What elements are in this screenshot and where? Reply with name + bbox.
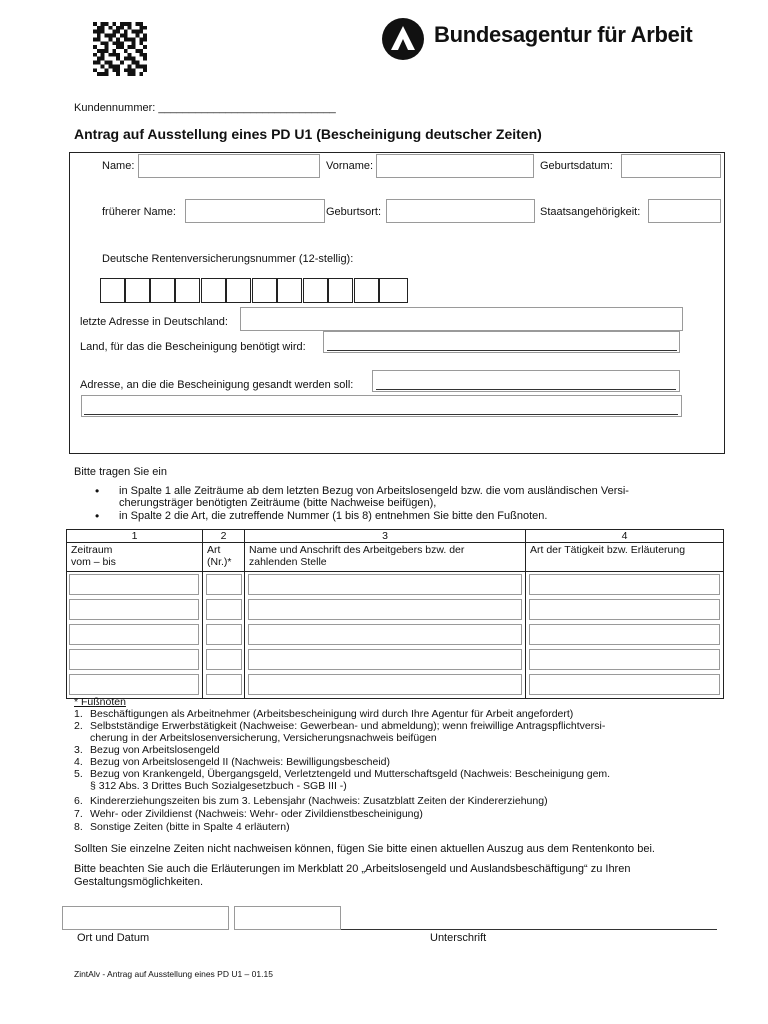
- former-name-field[interactable]: [185, 199, 325, 223]
- pension-number-digit-6[interactable]: [226, 278, 251, 303]
- instructions-intro: Bitte tragen Sie ein: [74, 466, 167, 478]
- activity-field-1[interactable]: [529, 574, 720, 595]
- art-field-1[interactable]: [206, 574, 242, 595]
- instruction-bullet-2: in Spalte 2 die Art, die zutreffende Nummer (1 bis 8) entnehmen Sie bitte den Fußnoten.: [119, 510, 548, 522]
- vorname-label: Vorname:: [326, 160, 374, 172]
- pension-number-digit-4[interactable]: [175, 278, 200, 303]
- footnote-number: 8.: [74, 821, 83, 833]
- art-column: [203, 572, 245, 699]
- name-label: Name:: [102, 160, 135, 172]
- rentenkonto-note: Sollten Sie einzelne Zeiten nicht nachweisen können, fügen Sie bitte einen aktuellen Auszug aus dem Rentenkonto bei.: [74, 843, 655, 855]
- footnote-item: [74, 720, 605, 732]
- zeitraum-field-5[interactable]: [69, 674, 199, 695]
- art-field-4[interactable]: [206, 649, 242, 670]
- employer-field-2[interactable]: [248, 599, 522, 620]
- footnote-text: Kindererziehungszeiten bis zum 3. Lebensjahr (Nachweis: Zusatzblatt Zeiten der Kindererziehung): [90, 795, 548, 807]
- footnote-number: 4.: [74, 756, 83, 768]
- footnote-text: Wehr- oder Zivildienst (Nachweis: Wehr- oder Zivildienstbescheinigung): [90, 808, 423, 820]
- zeitraum-field-1[interactable]: [69, 574, 199, 595]
- header-employer: Name und Anschrift des Arbeitgebers bzw. der zahlenden Stelle: [249, 544, 465, 568]
- pension-number-digit-9[interactable]: [303, 278, 328, 303]
- signature-label: Unterschrift: [430, 932, 487, 944]
- activity-field-3[interactable]: [529, 624, 720, 645]
- employer-column: [245, 572, 526, 699]
- zeitraum-field-3[interactable]: [69, 624, 199, 645]
- place-date-label: Ort und Datum: [77, 932, 150, 944]
- header-activity: Art der Tätigkeit bzw. Erläuterung: [530, 544, 686, 556]
- footnote-text: Selbstständige Erwerbstätigkeit (Nachweise: Gewerbean- und abmeldung); wenn freiwillige Antragspflichtversi-: [90, 720, 606, 732]
- footnote-item: [74, 808, 423, 820]
- header-art: Art (Nr.)*: [207, 544, 232, 568]
- form-footer: ZintAlv - Antrag auf Ausstellung eines PD U1 – 01.15: [74, 969, 273, 979]
- merkblatt-note-line-2: Gestaltungsmöglichkeiten.: [74, 876, 204, 888]
- footnote-item: [74, 756, 390, 768]
- footnote-number: 2.: [74, 720, 83, 732]
- birthplace-field[interactable]: [386, 199, 535, 223]
- footnote-text: Bezug von Arbeitslosengeld II (Nachweis: Bewilligungsbescheid): [90, 756, 390, 768]
- birthplace-label: Geburtsort:: [326, 206, 382, 218]
- activity-field-4[interactable]: [529, 649, 720, 670]
- pension-number-digit-7[interactable]: [252, 278, 277, 303]
- birthdate-field[interactable]: [621, 154, 721, 178]
- employer-field-5[interactable]: [248, 674, 522, 695]
- table-column-numbers: [67, 530, 724, 543]
- footnote-text: cherung in der Arbeitslosenversicherung, Versicherungsnachweis beifügen: [90, 732, 437, 744]
- table-body-row: [67, 572, 724, 699]
- instruction-bullet-1-cont: cherungsträger benötigten Zeiträume (bitte Nachweise beifügen),: [119, 497, 437, 509]
- footnote-text: Bezug von Krankengeld, Übergangsgeld, Verletztengeld und Mutterschaftsgeld (Nachweis: Bescheinigung gem.: [90, 768, 611, 780]
- footnote-text: § 312 Abs. 3 Drittes Buch Sozialgesetzbuch - SGB III -): [90, 780, 347, 792]
- header-zeitraum: Zeitraum vom – bis: [71, 544, 116, 568]
- bullet-icon: •: [95, 509, 100, 523]
- pension-number-digit-11[interactable]: [354, 278, 379, 303]
- footnote-text: Bezug von Arbeitslosengeld: [90, 744, 220, 756]
- birthdate-label: Geburtsdatum:: [540, 160, 613, 172]
- footnote-item: [74, 708, 573, 720]
- pension-number-digit-5[interactable]: [201, 278, 226, 303]
- customer-number-label-text: Kundennummer:: [74, 102, 156, 114]
- periods-table: [66, 529, 724, 699]
- footnote-text: Sonstige Zeiten (bitte in Spalte 4 erläutern): [90, 821, 290, 833]
- name-field[interactable]: [138, 154, 320, 178]
- vorname-field[interactable]: [376, 154, 534, 178]
- agency-logo-icon: [381, 17, 425, 61]
- activity-field-5[interactable]: [529, 674, 720, 695]
- column-number: 2: [203, 530, 245, 543]
- pension-number-digit-1[interactable]: [100, 278, 125, 303]
- last-address-label: letzte Adresse in Deutschland:: [80, 316, 228, 328]
- customer-number-line[interactable]: _____________________________: [158, 102, 336, 114]
- pension-number-digit-8[interactable]: [277, 278, 302, 303]
- employer-field-3[interactable]: [248, 624, 522, 645]
- footnote-number: 5.: [74, 768, 83, 780]
- signature-underline: [341, 929, 717, 930]
- country-underline: [327, 350, 677, 351]
- footnote-number: 1.: [74, 708, 83, 720]
- pension-number-label: Deutsche Rentenversicherungsnummer (12-stellig):: [102, 253, 354, 265]
- signature-field[interactable]: [234, 906, 341, 930]
- customer-number-label: [74, 102, 336, 115]
- pension-number-digit-12[interactable]: [379, 278, 408, 303]
- instruction-bullet-1: in Spalte 1 alle Zeiträume ab dem letzten Bezug von Arbeitslosengeld bzw. die vom ausländischen Versi-: [119, 485, 629, 497]
- zeitraum-field-2[interactable]: [69, 599, 199, 620]
- zeitraum-field-4[interactable]: [69, 649, 199, 670]
- footnote-item: [74, 768, 610, 780]
- pension-number-digit-2[interactable]: [125, 278, 150, 303]
- footnotes-title: * Fußnoten: [74, 696, 126, 708]
- place-date-field[interactable]: [62, 906, 229, 930]
- art-field-5[interactable]: [206, 674, 242, 695]
- footnote-text: Beschäftigungen als Arbeitnehmer (Arbeitsbescheinigung wird durch Ihre Agentur für Arbeit angefordert): [90, 708, 574, 720]
- footnote-number: 3.: [74, 744, 83, 756]
- bullet-icon: •: [95, 484, 100, 498]
- footnote-item: [74, 780, 347, 792]
- pension-number-digit-10[interactable]: [328, 278, 353, 303]
- nationality-field[interactable]: [648, 199, 721, 223]
- footnote-item: [74, 732, 437, 744]
- last-address-field[interactable]: [240, 307, 683, 331]
- agency-name: Bundesagentur für Arbeit: [434, 22, 693, 47]
- pension-number-digit-3[interactable]: [150, 278, 175, 303]
- send-address-label: Adresse, an die die Bescheinigung gesandt werden soll:: [80, 379, 354, 391]
- activity-column: [526, 572, 724, 699]
- footnote-item: [74, 744, 220, 756]
- table-header-row: [67, 543, 724, 572]
- nationality-label: Staatsangehörigkeit:: [540, 206, 641, 218]
- column-number: 1: [67, 530, 203, 543]
- art-field-2[interactable]: [206, 599, 242, 620]
- qr-code: [92, 22, 148, 76]
- zeitraum-column: [67, 572, 203, 699]
- footnote-item: [74, 821, 290, 833]
- employer-field-1[interactable]: [248, 574, 522, 595]
- send-address-underline-1: [376, 389, 676, 390]
- country-label: Land, für das die Bescheinigung benötigt wird:: [80, 341, 306, 353]
- employer-field-4[interactable]: [248, 649, 522, 670]
- header-activity-cell: [526, 543, 724, 572]
- art-field-3[interactable]: [206, 624, 242, 645]
- header-employer-cell: [245, 543, 526, 572]
- merkblatt-note-line-1: Bitte beachten Sie auch die Erläuterungen im Merkblatt 20 „Arbeitslosengeld und Auslandsbeschäftigung“ zu Ihren: [74, 863, 631, 875]
- header-zeitraum-cell: [67, 543, 203, 572]
- footnote-number: 7.: [74, 808, 83, 820]
- column-number: 4: [526, 530, 724, 543]
- send-address-underline-2: [84, 414, 678, 415]
- footnote-item: [74, 795, 548, 807]
- header-art-cell: [203, 543, 245, 572]
- former-name-label: früherer Name:: [102, 206, 176, 218]
- footnote-number: 6.: [74, 795, 83, 807]
- page-title: Antrag auf Ausstellung eines PD U1 (Bescheinigung deutscher Zeiten): [74, 126, 542, 142]
- column-number: 3: [245, 530, 526, 543]
- activity-field-2[interactable]: [529, 599, 720, 620]
